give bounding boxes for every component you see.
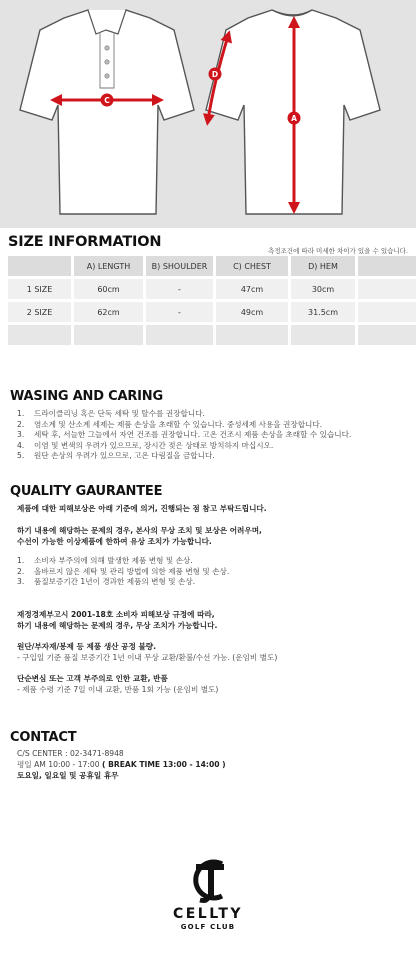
washing-title: WASING AND CARING bbox=[10, 389, 163, 404]
table-cell bbox=[291, 325, 355, 345]
measurement-illustration bbox=[0, 0, 416, 228]
change-title: 단순변심 또는 고객 부주의로 인한 교환, 반품 bbox=[17, 674, 168, 683]
quality-rule-line1: 재정경제부고시 2001-18호 소비자 피해보상 규정에 따라, bbox=[17, 610, 215, 619]
quality-exclusion-list bbox=[17, 556, 229, 588]
defect-text: - 구입일 기준 품질 보증기간 1년 이내 무상 교환/환불/수선 가능. (운임비 별도) bbox=[17, 653, 278, 662]
table-header-cell: D) HEM bbox=[291, 256, 355, 276]
table-cell bbox=[146, 325, 213, 345]
table-cell bbox=[8, 325, 71, 345]
cellty-emblem-icon bbox=[188, 856, 228, 904]
table-cell: 1 SIZE bbox=[8, 279, 71, 299]
back-shirt bbox=[206, 10, 380, 214]
brand-logo bbox=[160, 856, 256, 931]
table-cell: 62cm bbox=[74, 302, 143, 322]
brand-name: CELLTY bbox=[172, 906, 244, 922]
table-cell bbox=[358, 302, 416, 322]
quality-notice-line1: 하기 내용에 해당하는 문제의 경우, 본사의 무상 조치 및 보상은 어려우며, bbox=[17, 526, 262, 535]
measure-a-label: A bbox=[291, 114, 297, 123]
shirt-diagram bbox=[0, 0, 416, 228]
quality-intro: 제품에 대한 피해보상은 아래 기준에 의거, 진행되는 점 참고 부탁드립니다. bbox=[17, 504, 267, 513]
list-item: 5. 원단 손상의 우려가 있으므로, 고온 다림질을 금합니다. bbox=[17, 451, 215, 460]
table-cell: 47cm bbox=[216, 279, 288, 299]
quality-title: QUALITY GAURANTEE bbox=[10, 484, 163, 499]
washing-list bbox=[17, 409, 351, 462]
list-item: 3. 품질보증기간 1년이 경과한 제품의 변형 및 손상. bbox=[17, 577, 196, 586]
quality-rule-line2: 하기 내용에 해당하는 문제의 경우, 무상 조치가 가능합니다. bbox=[17, 621, 218, 630]
table-cell: 2 SIZE bbox=[8, 302, 71, 322]
front-shirt bbox=[20, 10, 194, 214]
table-cell: 60cm bbox=[74, 279, 143, 299]
table-cell: - bbox=[146, 279, 213, 299]
table-header-cell: A) LENGTH bbox=[74, 256, 143, 276]
break-time: ( BREAK TIME 13:00 - 14:00 ) bbox=[102, 760, 226, 769]
table-cell bbox=[216, 325, 288, 345]
closed-days: 토요일, 일요일 및 공휴일 휴무 bbox=[17, 771, 119, 780]
size-info-title: SIZE INFORMATION bbox=[8, 234, 162, 250]
table-header-cell bbox=[8, 256, 71, 276]
list-item: 4. 이염 및 변색의 우려가 있으므로, 장시간 젖은 상태로 방치하지 마십시오. bbox=[17, 440, 274, 450]
size-table bbox=[8, 256, 410, 345]
table-header-cell bbox=[358, 256, 416, 276]
table-header-cell: C) CHEST bbox=[216, 256, 288, 276]
table-cell: 49cm bbox=[216, 302, 288, 322]
contact-title: CONTACT bbox=[10, 730, 77, 745]
table-cell: - bbox=[146, 302, 213, 322]
list-item: 1. 드라이클리닝 혹은 단독 세탁 및 탈수를 권장합니다. bbox=[17, 409, 205, 418]
list-item: 1. 소비자 부주의에 의해 발생한 제품 변형 및 손상. bbox=[17, 556, 193, 565]
change-text: - 제품 수령 기준 7일 이내 교환, 반품 1회 가능 (운임비 별도) bbox=[17, 685, 219, 694]
table-cell: 31.5cm bbox=[291, 302, 355, 322]
list-item: 3. 세탁 후, 서늘한 그늘에서 자연 건조를 권장합니다. 고온 건조시 제품 손상을 초래할 수 있습니다. bbox=[17, 430, 352, 439]
business-hours: 평일 AM 10:00 - 17:00 ( BREAK TIME 13:00 - 14:00 ) bbox=[17, 760, 226, 769]
defect-title: 원단/부자재/봉제 등 제품 생산 공정 불량. bbox=[17, 642, 157, 651]
table-cell: 30cm bbox=[291, 279, 355, 299]
size-info-note: 측정조건에 따라 미세한 차이가 있을 수 있습니다. bbox=[267, 247, 408, 255]
table-cell bbox=[74, 325, 143, 345]
measure-c-label: C bbox=[104, 96, 110, 105]
list-item: 2. 염소계 및 산소계 세제는 제품 손상을 초래할 수 있습니다. 중성세제 사용을 권장합니다. bbox=[17, 419, 323, 429]
cs-center: C/S CENTER : 02-3471-8948 bbox=[17, 749, 124, 758]
table-header-cell: B) SHOULDER bbox=[146, 256, 213, 276]
measure-d-label: D bbox=[211, 70, 219, 79]
list-item: 2. 올바르지 않은 세탁 및 관리 방법에 의한 제품 변형 및 손상. bbox=[17, 566, 230, 576]
table-cell bbox=[358, 279, 416, 299]
quality-notice-line2: 수선이 가능한 이상제품에 한하여 유상 조치가 가능합니다. bbox=[17, 537, 212, 546]
brand-subtitle: GOLF CLUB bbox=[180, 923, 236, 931]
table-cell bbox=[358, 325, 416, 345]
